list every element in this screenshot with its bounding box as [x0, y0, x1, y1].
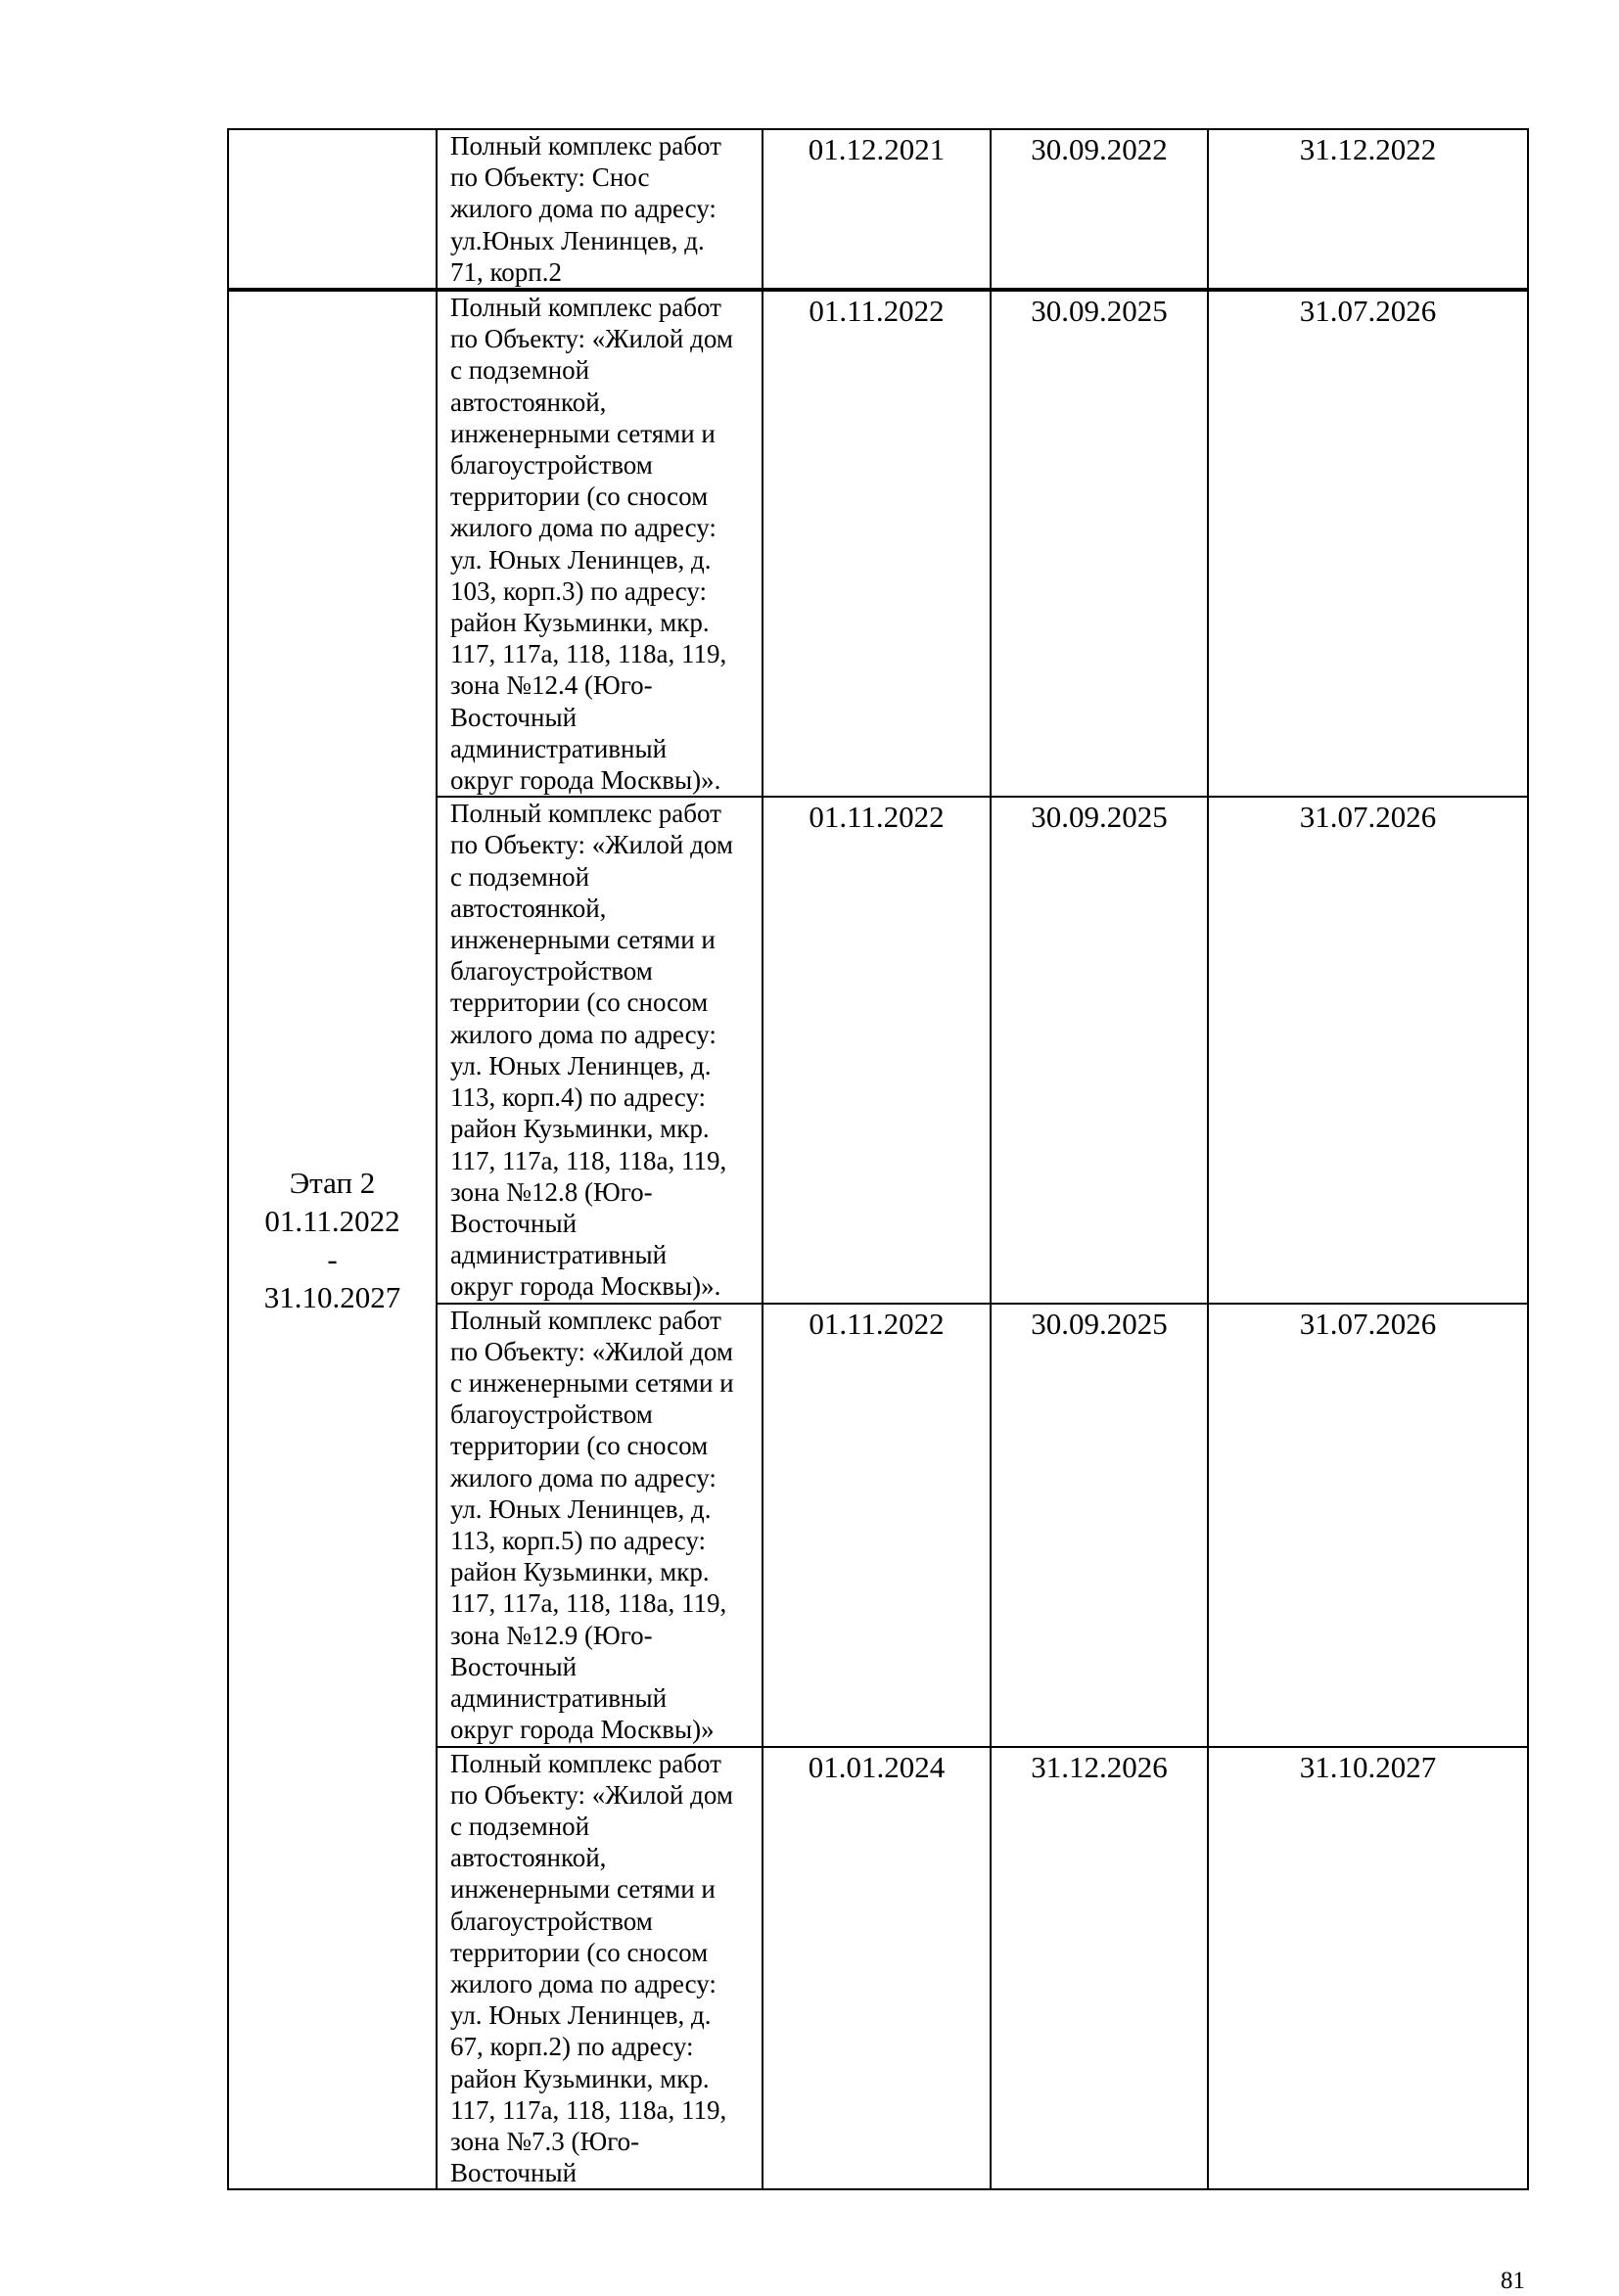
stage-date-separator: -: [327, 1242, 338, 1277]
work-description-cell: Полный комплекс работ по Объекту: «Жилой дом с инженерными сетями и благоустройством территории (со сносом жилого дома по адресу: ул. Юных Ленинцев, д. 113, корп.5) по адресу: район Кузьминки, мкр. 117, 117а, 118, 118а, 119, зона №12.9 (Юго- Восточный административный округ города Москвы)»: [437, 1304, 763, 1747]
deadline-date-cell: 31.12.2022: [1208, 129, 1528, 290]
start-date-cell: 01.11.2022: [763, 797, 991, 1303]
deadline-date-cell: 31.07.2026: [1208, 1304, 1528, 1747]
stage-title: Этап 2: [289, 1166, 376, 1201]
deadline-date-cell: 31.07.2026: [1208, 290, 1528, 797]
table-row: [228, 129, 1528, 290]
end-date-cell: 30.09.2022: [991, 129, 1208, 290]
end-date-cell: 30.09.2025: [991, 290, 1208, 797]
work-description-cell: Полный комплекс работ по Объекту: «Жилой дом с подземной автостоянкой, инженерными сетями и благоустройством территории (со сносом жилого дома по адресу: ул. Юных Ленинцев, д. 113, корп.4) по адресу: район Кузьминки, мкр. 117, 117а, 118, 118а, 119, зона №12.8 (Юго- Восточный административный округ города Москвы)».: [437, 797, 763, 1303]
stage-start-date: 01.11.2022: [264, 1204, 400, 1239]
end-date-cell: 30.09.2025: [991, 1304, 1208, 1747]
work-description-cell: Полный комплекс работ по Объекту: «Жилой дом с подземной автостоянкой, инженерными сетями и благоустройством территории (со сносом жилого дома по адресу: ул. Юных Ленинцев, д. 67, корп.2) по адресу: район Кузьминки, мкр. 117, 117а, 118, 118а, 119, зона №7.3 (Юго- Восточный: [437, 1747, 763, 2190]
stage-cell: [228, 290, 437, 2189]
deadline-date-cell: 31.07.2026: [1208, 797, 1528, 1303]
start-date-cell: 01.01.2024: [763, 1747, 991, 2190]
stage-cell-empty: [228, 129, 437, 290]
work-description-cell: Полный комплекс работ по Объекту: Снос жилого дома по адресу: ул.Юных Ленинцев, д. 71, корп.2: [437, 129, 763, 290]
end-date-cell: 30.09.2025: [991, 797, 1208, 1303]
page-number: 81: [1501, 2268, 1525, 2294]
start-date-cell: 01.11.2022: [763, 290, 991, 797]
table-row: [228, 290, 1528, 797]
construction-schedule-table: [227, 128, 1529, 2190]
end-date-cell: 31.12.2026: [991, 1747, 1208, 2190]
start-date-cell: 01.11.2022: [763, 1304, 991, 1747]
stage-end-date: 31.10.2027: [263, 1280, 401, 1315]
work-description-cell: Полный комплекс работ по Объекту: «Жилой дом с подземной автостоянкой, инженерными сетями и благоустройством территории (со сносом жилого дома по адресу: ул. Юных Ленинцев, д. 103, корп.3) по адресу: район Кузьминки, мкр. 117, 117а, 118, 118а, 119, зона №12.4 (Юго- Восточный административный округ города Москвы)».: [437, 290, 763, 797]
start-date-cell: 01.12.2021: [763, 129, 991, 290]
deadline-date-cell: 31.10.2027: [1208, 1747, 1528, 2190]
